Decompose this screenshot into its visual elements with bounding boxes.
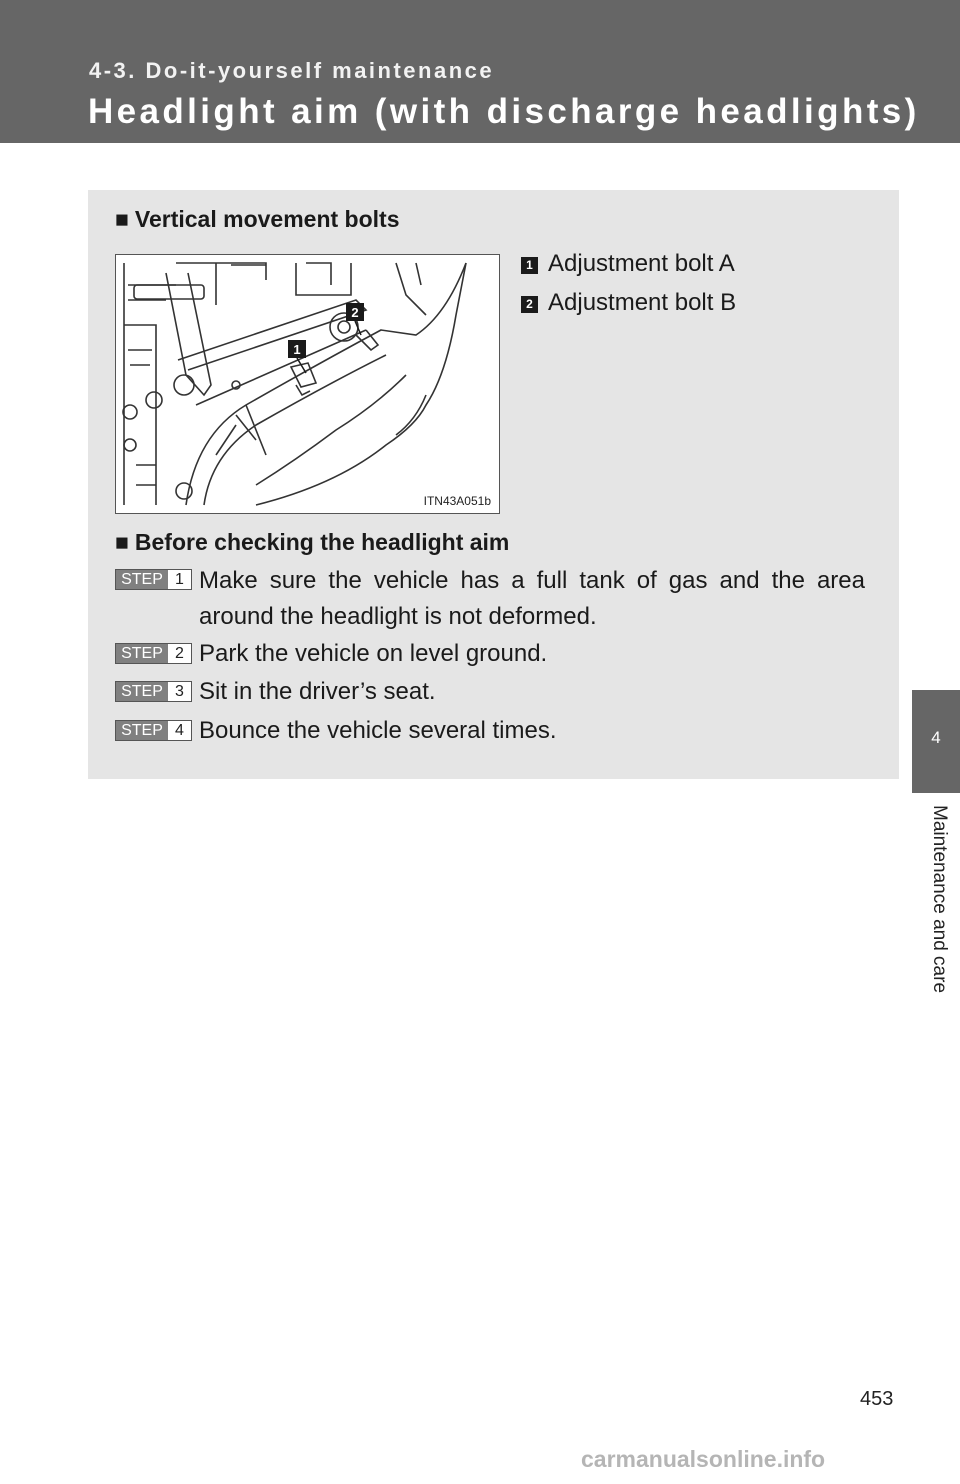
callout-legend-item xyxy=(521,289,736,317)
callout-number-badge: 1 xyxy=(521,257,538,274)
step-badge xyxy=(115,569,192,590)
step-number: 4 xyxy=(168,721,191,740)
page-number: 453 xyxy=(860,1388,894,1410)
heading-text: Vertical movement bolts xyxy=(134,206,400,232)
step-label: STEP xyxy=(116,682,168,701)
callout-number-badge: 2 xyxy=(521,296,538,313)
step-number: 1 xyxy=(168,570,191,589)
square-bullet-icon: ■ xyxy=(115,206,129,232)
chapter-tab xyxy=(912,690,960,793)
callout-legend-item xyxy=(521,250,735,278)
callout-label: Adjustment bolt A xyxy=(548,250,735,277)
square-bullet-icon: ■ xyxy=(115,529,129,555)
step-label: STEP xyxy=(116,721,168,740)
heading-before-checking xyxy=(115,529,509,556)
step-text: Bounce the vehicle several times. xyxy=(199,717,557,744)
step-badge xyxy=(115,681,192,702)
page-title: Headlight aim (with discharge headlights) xyxy=(88,92,920,131)
chapter-label: Maintenance and care xyxy=(929,805,950,994)
heading-vertical-bolts xyxy=(115,206,400,233)
callout-label: Adjustment bolt B xyxy=(548,289,737,316)
step-badge xyxy=(115,720,192,741)
figure-code: ITN43A051b xyxy=(423,494,491,508)
callout-1-label: 1 xyxy=(293,342,301,357)
step-text: Sit in the driver’s seat. xyxy=(199,678,436,705)
step-badge xyxy=(115,643,192,664)
headlight-illustration xyxy=(116,255,499,513)
step-label: STEP xyxy=(116,570,168,589)
step-label: STEP xyxy=(116,644,168,663)
step-text: Make sure the vehicle has a full tank of gas and the area around the headlight is not deformed. xyxy=(199,567,865,630)
headlight-figure xyxy=(115,254,500,514)
page-header xyxy=(0,0,960,143)
step-number: 2 xyxy=(168,644,191,663)
watermark: carmanualsonline.info xyxy=(581,1446,826,1472)
step-text: Park the vehicle on level ground. xyxy=(199,640,548,667)
step-number: 3 xyxy=(168,682,191,701)
heading-text: Before checking the headlight aim xyxy=(134,529,510,555)
callout-2-label: 2 xyxy=(351,305,359,320)
section-subtitle: 4-3. Do-it-yourself maintenance xyxy=(89,58,495,83)
chapter-number: 4 xyxy=(931,728,941,747)
